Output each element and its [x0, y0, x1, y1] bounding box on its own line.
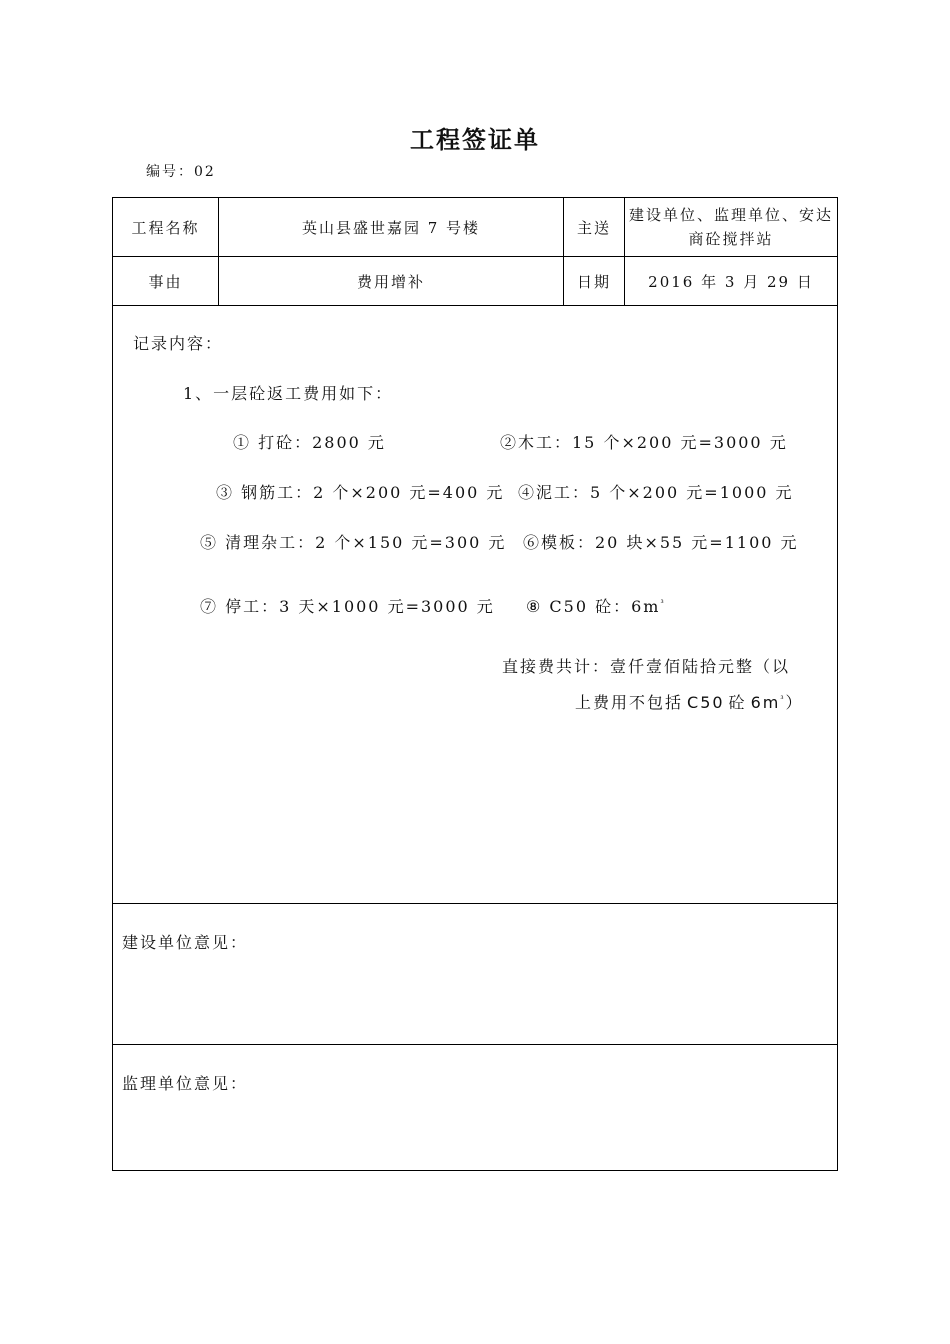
cost-line: ④泥工：5 个×200 元=1000 元 [518, 483, 794, 502]
supervision-unit-opinion-label: 监理单位意见： [122, 1074, 249, 1093]
total-line-2 [575, 690, 804, 713]
project-name-value: 英山县盛世嘉园 7 号楼 [301, 218, 481, 237]
reason-value: 费用增补 [356, 272, 425, 291]
cost-line: ① 打砼：2800 元 [233, 433, 386, 452]
record-heading: 记录内容： [133, 334, 224, 353]
cost-line-c50 [526, 594, 666, 617]
total-text-b: C50 [687, 693, 725, 712]
total-text-c: 砼 [728, 693, 747, 712]
project-name-label: 工程名称 [131, 218, 200, 237]
send-to-label: 主送 [576, 218, 611, 237]
total-line-1: 直接费共计：壹仟壹佰陆拾元整（以 [502, 657, 791, 676]
construction-unit-opinion-label: 建设单位意见： [122, 933, 249, 952]
row-divider [112, 1044, 838, 1045]
document-title: 工程签证单 [410, 126, 540, 154]
superscript-three: ³ [780, 694, 786, 704]
record-item-1: 1、一层砼返工费用如下： [183, 384, 394, 403]
cost-line: ⑤ 清理杂工：2 个×150 元=300 元 [200, 533, 507, 552]
reason-label: 事由 [148, 272, 183, 291]
total-text-a: 上费用不包括 [575, 693, 684, 712]
cost-line: ⑥模板：20 块×55 元=1100 元 [523, 533, 799, 552]
total-text-d: 6m [750, 693, 781, 712]
date-value: 2016 年 3 月 29 日 [648, 272, 814, 291]
total-text-e: ） [785, 693, 804, 712]
row-divider [112, 305, 838, 306]
cost-line: ②木工：15 个×200 元=3000 元 [500, 433, 788, 452]
date-label: 日期 [576, 272, 611, 291]
row-divider [112, 903, 838, 904]
document-number: 编号：02 [146, 164, 216, 180]
cost-line: ⑦ 停工：3 天×1000 元=3000 元 [200, 597, 495, 616]
superscript-three: ³ [660, 598, 666, 608]
cost-line: ③ 钢筋工：2 个×200 元=400 元 [216, 483, 505, 502]
send-to-value: 建设单位、监理单位、安达商砼搅拌站 [629, 206, 834, 248]
c50-text: ⑧ C50 砼：6m [526, 597, 661, 616]
